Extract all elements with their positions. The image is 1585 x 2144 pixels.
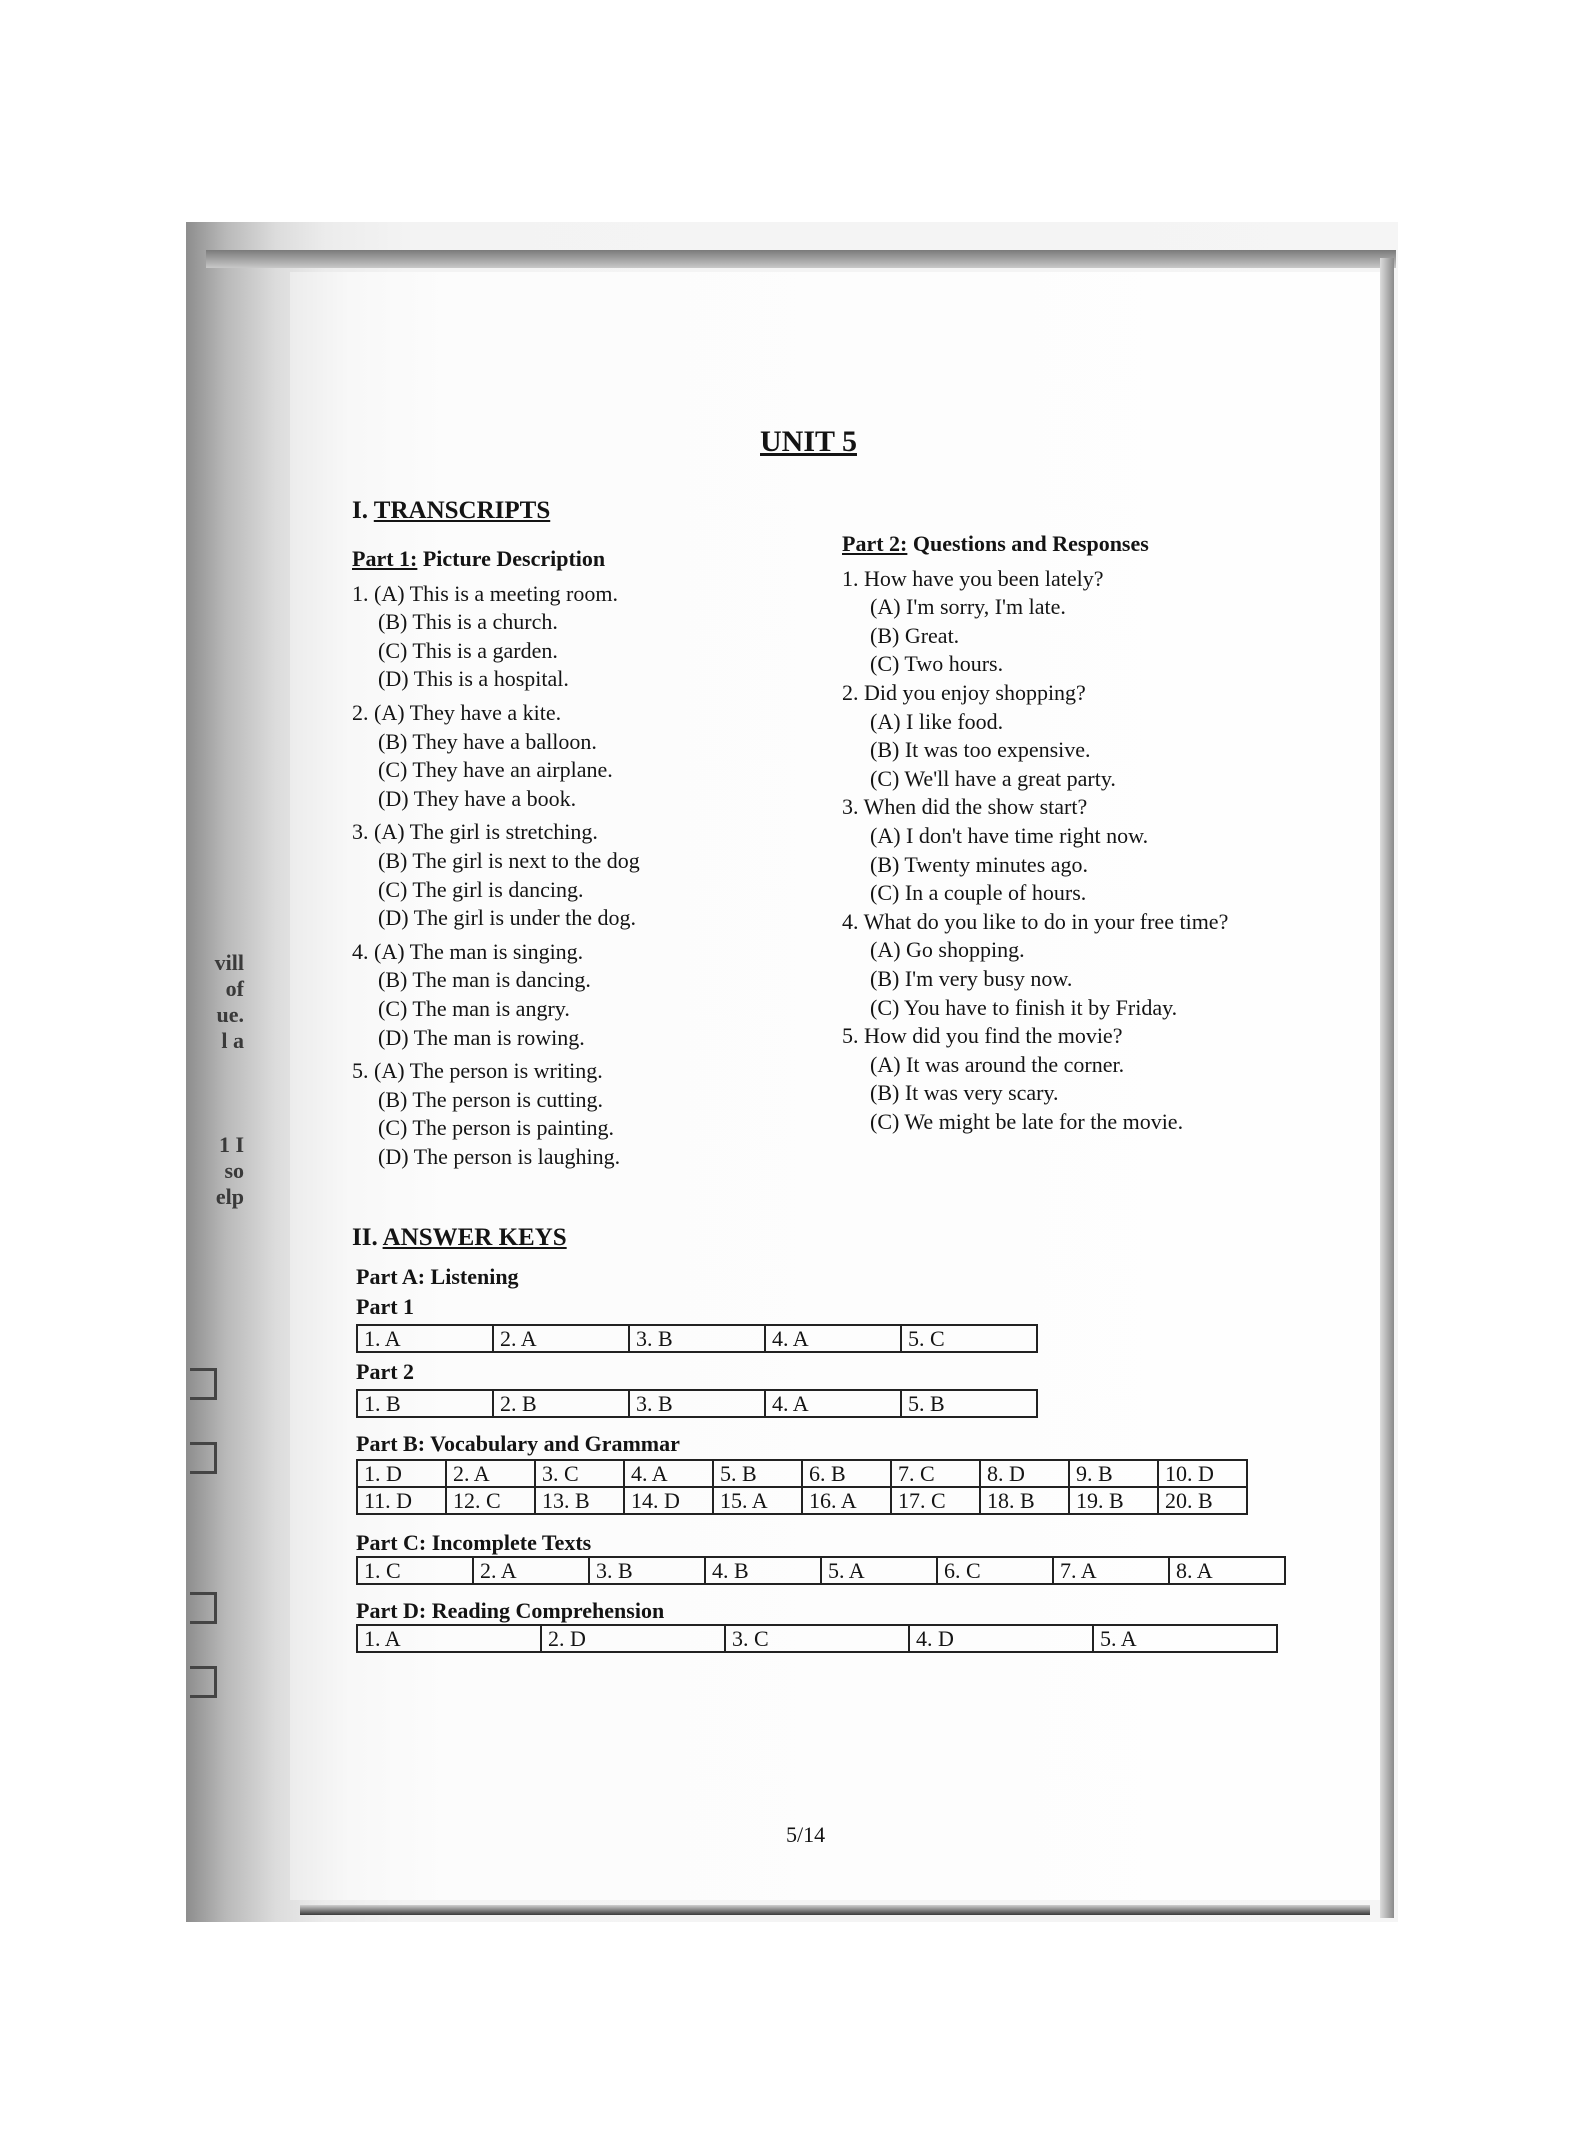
option-text: (A) The person is writing. bbox=[374, 1058, 603, 1084]
answer-key-cell: 2. A bbox=[473, 1557, 589, 1584]
answer-key-cell: 5. B bbox=[713, 1460, 802, 1487]
answer-row bbox=[357, 1390, 1037, 1417]
section-number: II. bbox=[352, 1224, 378, 1251]
part-b-keys bbox=[356, 1459, 1248, 1515]
answer-key-cell: 5. A bbox=[1093, 1625, 1277, 1652]
answer-option: (B) It was very scary. bbox=[870, 1080, 1059, 1106]
answer-key-cell: 1. D bbox=[357, 1460, 446, 1487]
part2-question bbox=[842, 908, 1282, 1022]
facing-page-boxes bbox=[190, 1368, 217, 1740]
part2-label: Part 2: bbox=[842, 531, 908, 556]
facing-page-fragment: l a bbox=[221, 1028, 244, 1053]
answer-key-cell: 19. B bbox=[1069, 1487, 1158, 1514]
part-c-title: Part C: Incomplete Texts bbox=[356, 1530, 592, 1555]
answer-key-cell: 3. C bbox=[725, 1625, 909, 1652]
answer-key-cell: 1. A bbox=[357, 1625, 541, 1652]
part-d-keys bbox=[356, 1624, 1278, 1653]
answer-key-cell: 15. A bbox=[713, 1487, 802, 1514]
part2-question bbox=[842, 1022, 1282, 1136]
facing-page-fragment: so bbox=[224, 1158, 244, 1183]
part2-question bbox=[842, 565, 1282, 679]
part1-question bbox=[352, 699, 822, 813]
section-number: I. bbox=[352, 497, 368, 524]
answer-option: (B) They have a balloon. bbox=[378, 728, 597, 754]
answer-key-cell: 1. C bbox=[357, 1557, 473, 1584]
answer-key-cell: 2. A bbox=[446, 1460, 535, 1487]
answer-row bbox=[357, 1487, 1247, 1514]
question-text: 3. When did the show start? bbox=[842, 794, 1088, 820]
answer-option: (A) I'm sorry, I'm late. bbox=[870, 594, 1066, 620]
facing-page-fragment: elp bbox=[215, 1184, 244, 1209]
answer-key-cell: 17. C bbox=[891, 1487, 980, 1514]
answer-key-cell: 18. B bbox=[980, 1487, 1069, 1514]
answer-key-cell: 1. B bbox=[357, 1390, 493, 1417]
section-title: TRANSCRIPTS bbox=[373, 497, 551, 524]
option-text: (A) The man is singing. bbox=[374, 938, 584, 964]
answer-option: (B) It was too expensive. bbox=[870, 737, 1091, 763]
question-number: 5. bbox=[352, 1058, 369, 1084]
facing-page-fragment bbox=[196, 1106, 244, 1132]
part2-question bbox=[842, 793, 1282, 907]
answer-row bbox=[357, 1460, 1247, 1487]
part-a-part1-label: Part 1 bbox=[356, 1294, 415, 1319]
answer-key-cell: 2. A bbox=[493, 1325, 629, 1352]
answer-key-cell: 9. B bbox=[1069, 1460, 1158, 1487]
part1-question-list bbox=[352, 580, 822, 1172]
answer-key-cell: 3. C bbox=[535, 1460, 624, 1487]
unit-title: UNIT 5 bbox=[760, 425, 857, 458]
answer-key-cell: 4. A bbox=[765, 1390, 901, 1417]
answer-key-cell: 8. D bbox=[980, 1460, 1069, 1487]
part1-question bbox=[352, 580, 822, 694]
facing-page-fragment: of bbox=[225, 976, 244, 1001]
answer-key-cell: 5. A bbox=[821, 1557, 937, 1584]
transcripts-heading bbox=[352, 497, 550, 525]
answer-option: (D) The girl is under the dog. bbox=[378, 905, 637, 931]
answer-key-cell: 12. C bbox=[446, 1487, 535, 1514]
answer-key-cell: 6. B bbox=[802, 1460, 891, 1487]
answer-key-cell: 14. D bbox=[624, 1487, 713, 1514]
answer-option: (D) The man is rowing. bbox=[378, 1024, 585, 1050]
facing-page-box bbox=[190, 1442, 217, 1474]
answer-row bbox=[357, 1625, 1277, 1652]
answer-key-cell: 2. B bbox=[493, 1390, 629, 1417]
answer-option: (C) In a couple of hours. bbox=[870, 880, 1087, 906]
part-a-part2-label: Part 2 bbox=[356, 1359, 415, 1384]
answer-option: (A) Go shopping. bbox=[870, 937, 1025, 963]
answer-option bbox=[352, 1057, 822, 1086]
question-number: 4. bbox=[352, 938, 369, 964]
answer-option: (B) Great. bbox=[870, 622, 960, 648]
answer-option: (C) We might be late for the movie. bbox=[870, 1108, 1184, 1134]
answer-option bbox=[352, 938, 822, 967]
answer-key-cell: 6. C bbox=[937, 1557, 1053, 1584]
answer-key-cell: 7. A bbox=[1053, 1557, 1169, 1584]
part1-question bbox=[352, 1057, 822, 1171]
option-text: (A) They have a kite. bbox=[374, 699, 562, 725]
answer-option: (A) It was around the corner. bbox=[870, 1051, 1125, 1077]
answer-option: (B) Twenty minutes ago. bbox=[870, 851, 1089, 877]
question-text: 5. How did you find the movie? bbox=[842, 1023, 1123, 1049]
answer-keys-heading bbox=[352, 1224, 567, 1252]
answer-option: (B) The person is cutting. bbox=[378, 1086, 604, 1112]
part-a-title: Part A: Listening bbox=[356, 1264, 519, 1289]
question-number: 1. bbox=[352, 580, 369, 606]
answer-option: (D) This is a hospital. bbox=[378, 666, 569, 692]
answer-option: (C) Two hours. bbox=[870, 651, 1004, 677]
answer-option: (A) I like food. bbox=[870, 708, 1004, 734]
answer-option: (D) The person is laughing. bbox=[378, 1143, 621, 1169]
answer-key-cell: 7. C bbox=[891, 1460, 980, 1487]
part1-heading bbox=[352, 545, 822, 574]
answer-option: (B) This is a church. bbox=[378, 609, 558, 635]
option-text: (A) The girl is stretching. bbox=[374, 819, 598, 845]
answer-row bbox=[357, 1325, 1037, 1352]
scan-right-edge bbox=[1380, 258, 1394, 1918]
answer-option: (D) They have a book. bbox=[378, 785, 577, 811]
answer-key-cell: 2. D bbox=[541, 1625, 725, 1652]
answer-option: (A) I don't have time right now. bbox=[870, 822, 1149, 848]
answer-key-cell: 10. D bbox=[1158, 1460, 1247, 1487]
answer-key-cell: 20. B bbox=[1158, 1487, 1247, 1514]
part2-title: Questions and Responses bbox=[912, 531, 1149, 556]
question-text: 2. Did you enjoy shopping? bbox=[842, 679, 1086, 705]
facing-page-box bbox=[190, 1666, 217, 1698]
answer-option: (B) The girl is next to the dog bbox=[378, 847, 640, 873]
part-c-incomplete-texts bbox=[356, 1530, 1286, 1585]
answer-option: (C) The girl is dancing. bbox=[378, 876, 584, 902]
answer-key-cell: 5. C bbox=[901, 1325, 1037, 1352]
part-a-part2-keys bbox=[356, 1389, 1038, 1418]
part-d-reading bbox=[356, 1598, 1278, 1653]
question-number: 2. bbox=[352, 699, 369, 725]
answer-option: (C) The person is painting. bbox=[378, 1115, 615, 1141]
answer-option: (C) The man is angry. bbox=[378, 995, 570, 1021]
answer-key-cell: 4. A bbox=[624, 1460, 713, 1487]
part1-question bbox=[352, 818, 822, 932]
answer-option bbox=[352, 580, 822, 609]
answer-key-cell: 3. B bbox=[629, 1390, 765, 1417]
part-a-part1-keys bbox=[356, 1324, 1038, 1353]
answer-key-cell: 1. A bbox=[357, 1325, 493, 1352]
answer-row bbox=[357, 1557, 1285, 1584]
option-text: (A) This is a meeting room. bbox=[374, 580, 618, 606]
part-c-keys bbox=[356, 1556, 1286, 1585]
part1-question bbox=[352, 938, 822, 1052]
answer-key-cell: 4. B bbox=[705, 1557, 821, 1584]
answer-key-cell: 4. D bbox=[909, 1625, 1093, 1652]
page-number: 5/14 bbox=[786, 1822, 826, 1847]
scan-top-edge bbox=[206, 250, 1396, 268]
part-b-vocabulary bbox=[356, 1431, 1248, 1515]
part-a-listening bbox=[356, 1264, 1038, 1418]
part2-question-list bbox=[842, 565, 1282, 1137]
answer-option bbox=[352, 818, 822, 847]
facing-page-fragment: 1 I bbox=[218, 1132, 244, 1157]
scan-bottom-edge bbox=[300, 1905, 1370, 1915]
answer-option: (C) This is a garden. bbox=[378, 637, 558, 663]
answer-key-cell: 4. A bbox=[765, 1325, 901, 1352]
facing-page-fragment bbox=[196, 1054, 244, 1080]
answer-option: (C) You have to finish it by Friday. bbox=[870, 994, 1178, 1020]
part2-column bbox=[842, 530, 1282, 1136]
facing-page-fragment bbox=[196, 1080, 244, 1106]
question-text: 1. How have you been lately? bbox=[842, 565, 1104, 591]
question-number: 3. bbox=[352, 819, 369, 845]
part1-column bbox=[352, 545, 822, 1176]
answer-option: (B) I'm very busy now. bbox=[870, 965, 1073, 991]
answer-key-cell: 11. D bbox=[357, 1487, 446, 1514]
part-b-title: Part B: Vocabulary and Grammar bbox=[356, 1431, 680, 1456]
question-text: 4. What do you like to do in your free time? bbox=[842, 908, 1229, 934]
facing-page-fragments bbox=[196, 950, 244, 1210]
answer-option: (B) The man is dancing. bbox=[378, 967, 591, 993]
answer-key-cell: 3. B bbox=[629, 1325, 765, 1352]
section-title: ANSWER KEYS bbox=[382, 1224, 567, 1251]
facing-page-fragment: vill bbox=[214, 950, 244, 975]
part2-heading bbox=[842, 530, 1282, 559]
answer-key-cell: 8. A bbox=[1169, 1557, 1285, 1584]
answer-key-cell: 16. A bbox=[802, 1487, 891, 1514]
answer-option bbox=[352, 699, 822, 728]
facing-page-fragment: ue. bbox=[216, 1002, 244, 1027]
part1-title: Picture Description bbox=[422, 546, 606, 571]
answer-key-cell: 5. B bbox=[901, 1390, 1037, 1417]
answer-key-cell: 13. B bbox=[535, 1487, 624, 1514]
answer-option: (C) We'll have a great party. bbox=[870, 765, 1116, 791]
part2-question bbox=[842, 679, 1282, 793]
answer-option: (C) They have an airplane. bbox=[378, 757, 613, 783]
facing-page-box bbox=[190, 1368, 217, 1400]
answer-key-cell: 3. B bbox=[589, 1557, 705, 1584]
part-d-title: Part D: Reading Comprehension bbox=[356, 1598, 665, 1623]
facing-page-box bbox=[190, 1592, 217, 1624]
part1-label: Part 1: bbox=[352, 546, 418, 571]
